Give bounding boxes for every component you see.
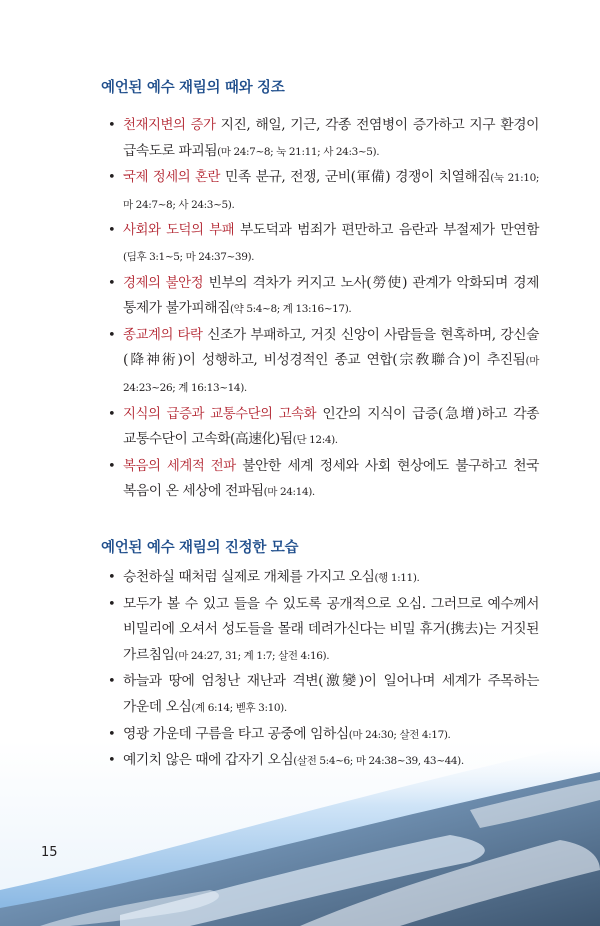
list-item xyxy=(103,271,539,323)
list-item-text: 부도덕과 범죄가 편만하고 음란과 부절제가 만연함 xyxy=(234,222,539,239)
list-item-text: 신조가 부패하고, 거짓 신앙이 사람들을 현혹하며, 강신술(降神術)이 성행하고, 비성경적인 종교 연합(宗敎聯合)이 추진됨 xyxy=(123,326,540,369)
list-item xyxy=(103,748,539,775)
list-item-reference: (약 5:4~8; 계 13:16~17). xyxy=(229,303,352,316)
list-item xyxy=(103,592,539,670)
list-item xyxy=(103,454,539,506)
list-item-reference: (마 24:14). xyxy=(263,486,315,499)
list-item-reference: (계 6:14; 벧후 3:10). xyxy=(191,701,287,714)
list-item-keyword: 경제의 불안정 xyxy=(123,275,204,291)
list-item-text: 불안한 세계 정세와 사회 현상에도 불구하고 천국 복음이 온 세상에 전파됨 xyxy=(123,457,539,500)
list-item-reference: (행 1:11). xyxy=(374,572,420,584)
list-item-keyword: 사회와 도덕의 부패 xyxy=(123,223,235,239)
list-item-reference: (마 24:27, 31; 계 1:7; 살전 4:16). xyxy=(174,649,330,662)
list-item xyxy=(103,669,539,721)
list-item xyxy=(103,165,539,218)
list-item-text: 하늘과 땅에 엄청난 재난과 격변(激變)이 일어나며 세계가 주목하는 가운데 오심 xyxy=(123,673,539,715)
list-item xyxy=(103,218,539,270)
section-title-signs: 예언된 예수 재림의 때와 징조 xyxy=(101,80,285,96)
list-item xyxy=(103,565,539,592)
appearance-list xyxy=(103,565,539,775)
list-item-reference: (살전 5:4~6; 마 24:38~39, 43~44). xyxy=(293,755,464,768)
list-item-reference: (단 12:4). xyxy=(292,434,338,447)
list-item xyxy=(103,323,539,402)
list-item-reference: (마 24:30; 살전 4:17). xyxy=(348,728,451,741)
list-item-keyword: 지식의 급증과 교통수단의 고속화 xyxy=(123,406,317,422)
list-item-text: 승천하실 때처럼 실제로 개체를 가지고 오심 xyxy=(123,569,375,585)
list-item-reference: (눅 21:10; 마 24:7~8; 사 24:3~5). xyxy=(123,172,539,211)
list-item-text: 지진, 해일, 기근, 각종 전염병이 증가하고 지구 환경이 급속도로 파괴됨 xyxy=(123,117,539,159)
list-item xyxy=(103,113,539,165)
signs-list xyxy=(103,113,539,506)
list-item-keyword: 국제 정세의 혼란 xyxy=(123,170,221,186)
page-number: 15 xyxy=(41,845,58,860)
list-item-reference: (딤후 3:1~5; 마 24:37~39). xyxy=(123,250,255,263)
list-item-text: 모두가 볼 수 있고 들을 수 있도록 공개적으로 오심. 그러므로 예수께서 비밀리에 오셔서 성도들을 몰래 데려가신다는 비밀 휴거(携去)는 거짓된 가르침임 xyxy=(123,595,539,663)
list-item-keyword: 복음의 세계적 전파 xyxy=(123,458,236,474)
list-item-text: 영광 가운데 구름을 타고 공중에 임하심 xyxy=(123,725,349,742)
list-item-reference: (마 24:23~26; 계 16:13~14). xyxy=(123,355,539,394)
list-item-reference: (마 24:7~8; 눅 21:11; 사 24:3~5). xyxy=(217,145,380,158)
list-item-text: 빈부의 격차가 커지고 노사(勞使) 관계가 악화되며 경제 통제가 불가피해짐 xyxy=(123,274,539,317)
list-item-text: 인간의 지식이 급증(急增)하고 각종 교통수단이 고속화(高速化)됨 xyxy=(123,405,539,448)
list-item-keyword: 종교계의 타락 xyxy=(123,327,203,343)
list-item xyxy=(103,402,539,454)
list-item-text: 예기치 않은 때에 갑자기 오심 xyxy=(123,752,294,769)
list-item-keyword: 천재지변의 증가 xyxy=(123,118,216,133)
list-item xyxy=(103,722,539,749)
list-item-text: 민족 분규, 전쟁, 군비(軍備) 경쟁이 치열해짐 xyxy=(220,169,491,186)
section-title-true-appearance: 예언된 예수 재림의 진정한 모습 xyxy=(101,540,299,556)
